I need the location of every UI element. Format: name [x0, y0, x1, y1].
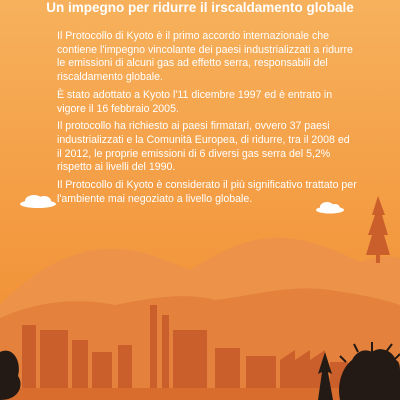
- page-title: Un impegno per ridurre il irscaldamento globale: [46, 0, 354, 15]
- paragraph-intro: Il Protocollo di Kyoto è il primo accordo internazionale che contiene l'impegno vincolante dei paesi industrializzati a ridurre le emissioni di alcuni gas ad effetto serra, responsabili del riscaldamento globale.: [57, 30, 353, 84]
- paragraph-significance: Il Protocollo di Kyoto è considerato il più significativo trattato per l'ambiente mai negoziato a livello globale.: [57, 179, 357, 205]
- article-body: [57, 30, 357, 210]
- paragraph-commitments: Il protocollo ha richiesto ai paesi firmatari, ovvero 37 paesi industrializzati e la Comunità Europea, di ridurre, tra il 2008 ed il 2012, le proprie emissioni di 6 diversi gas serra del 5,2% rispetto ai livelli del 1990.: [57, 120, 350, 174]
- paragraph-adoption: È stato adottato a Kyoto l'11 dicembre 1997 ed è entrato in vigore il 16 febbraio 2005.: [57, 88, 333, 115]
